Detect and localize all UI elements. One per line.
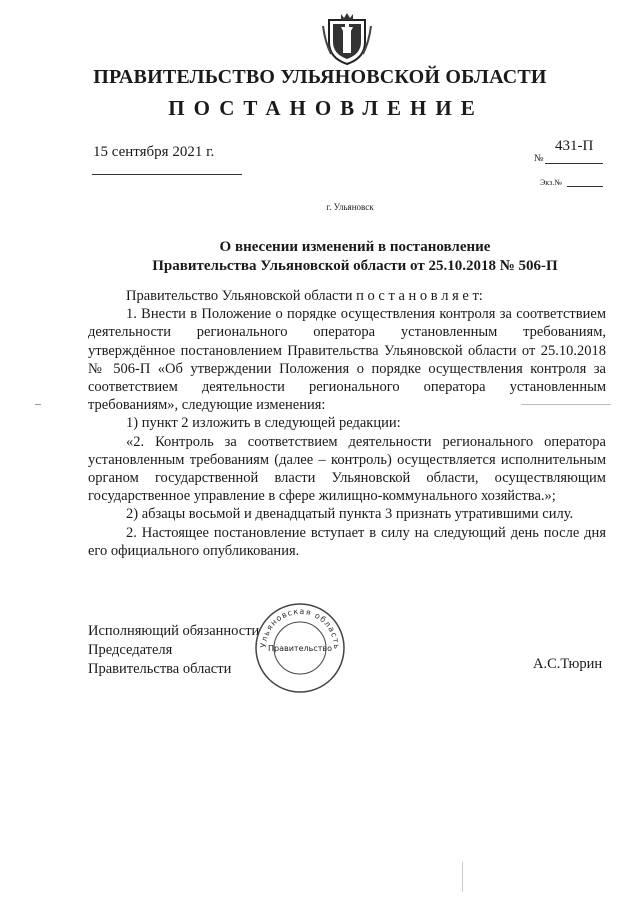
document-subject [90, 238, 620, 276]
subject-line-2: Правительства Ульяновской области от 25.10.2018 № 506-П [152, 258, 558, 274]
scan-mark [462, 862, 463, 892]
body-paragraph-3: «2. Контроль за соответствием деятельности регионального оператора установленным требованиям (далее – контроль) осуществляется исполнительным органом государственной власти Ульяновской области, осуществляющим государственное управление в сфере жилищно-коммунального хозяйства.»; [88, 433, 606, 505]
document-date: 15 сентября 2021 г. [93, 144, 215, 160]
signature-title-line-3: Правительства области [88, 661, 232, 677]
document-body [88, 287, 606, 560]
government-title: ПРАВИТЕЛЬСТВО УЛЬЯНОВСКОЙ ОБЛАСТИ [93, 66, 547, 88]
signature-title-line-2: Председателя [88, 642, 173, 658]
city: г. Ульяновск [326, 202, 374, 212]
body-paragraph-4: 2) абзацы восьмой и двенадцатый пункта 3 признать утратившими силу. [126, 506, 574, 523]
stamp-ring-text: Ульяновская область [258, 606, 342, 650]
signature-block [88, 622, 259, 679]
signature-title-line-1: Исполняющий обязанности [88, 623, 260, 639]
copy-number-underline [567, 186, 603, 187]
document-type: ПОСТАНОВЛЕНИЕ [168, 96, 484, 120]
body-paragraph-2: 1) пункт 2 изложить в следующей редакции: [126, 415, 401, 432]
scan-mark [35, 404, 41, 405]
number-label: № [534, 153, 544, 164]
official-stamp-icon [252, 600, 348, 696]
scan-mark [521, 404, 611, 405]
number-underline [545, 163, 603, 164]
body-paragraph-5: 2. Настоящее постановление вступает в силу на следующий день после дня его официального опубликования. [88, 524, 606, 559]
body-paragraph-1: 1. Внести в Положение о порядке осуществления контроля за соответствием деятельности регионального оператора установленным требованиям, утверждённое постановлением Правительства Ульяновской области от 25.10.2018 № 506-П «Об утверждении Положения о порядке осуществления контроля за соответствием деятельности регионального оператора установленным требованиям», следующие изменения: [88, 306, 606, 414]
coat-of-arms-icon [321, 12, 373, 66]
signer-name: А.С.Тюрин [533, 656, 603, 672]
subject-line-1: О внесении изменений в постановление [219, 239, 491, 255]
date-underline [92, 174, 242, 175]
body-preamble: Правительство Ульяновской области п о с т а н о в л я е т: [126, 288, 483, 304]
stamp-center-text: Правительство [268, 644, 332, 653]
copy-number-label: Экз.№ [540, 178, 562, 187]
document-number: 431-П [555, 138, 594, 154]
